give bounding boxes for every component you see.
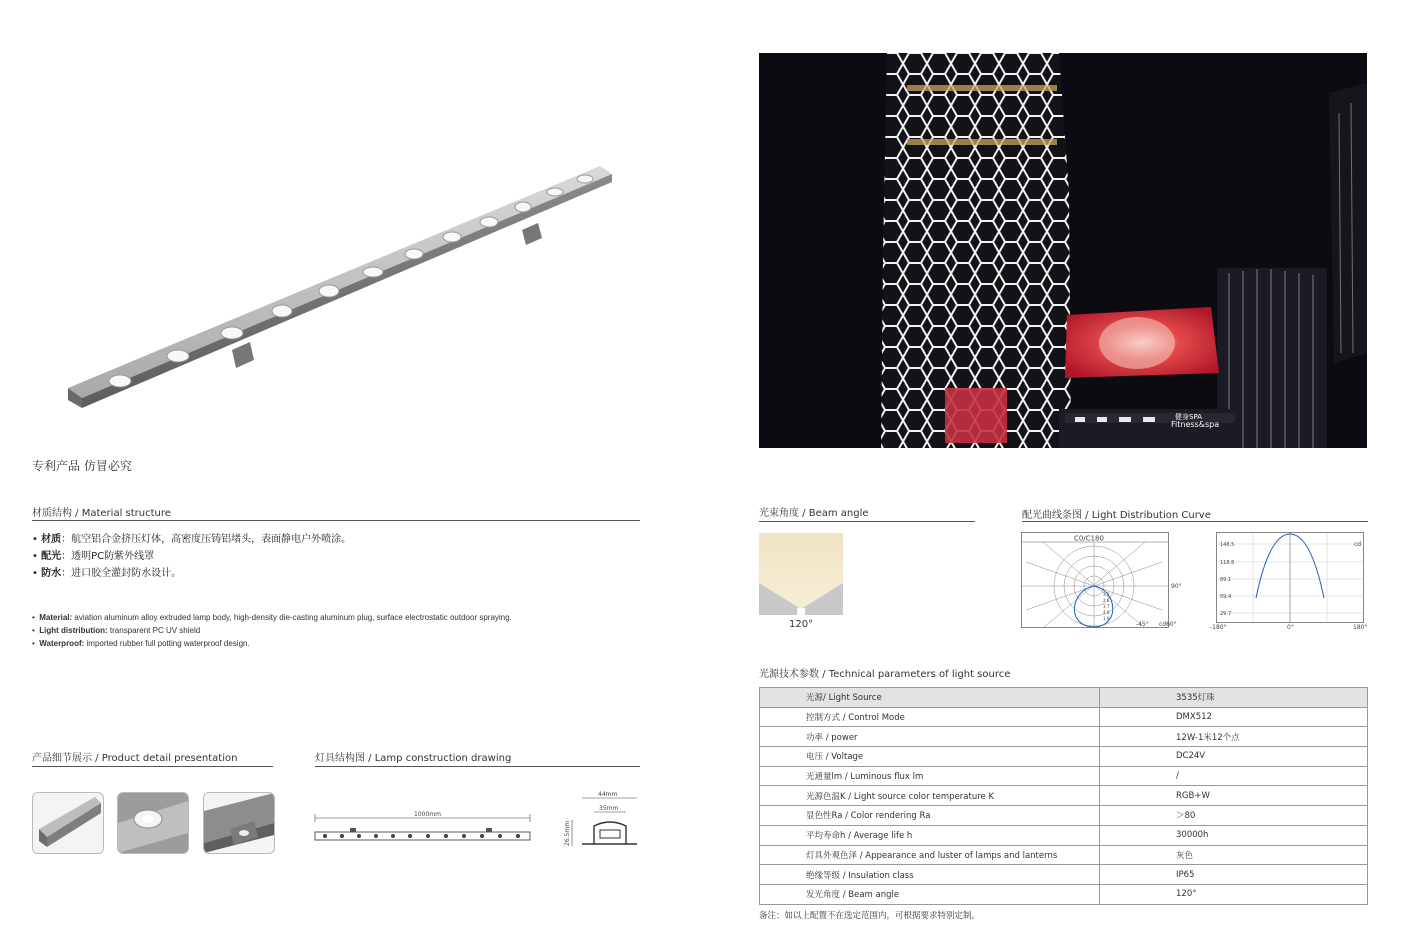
cart-unit: cd bbox=[1354, 541, 1362, 548]
param-name: 光通量lm / Luminous flux lm bbox=[760, 766, 1100, 786]
shop-sign: Fitness&spa bbox=[1171, 420, 1220, 429]
cart-y-tick: 59.4 bbox=[1220, 594, 1232, 600]
cart-x-tick: 180° bbox=[1353, 624, 1368, 631]
param-value: RGB+W bbox=[1100, 786, 1368, 806]
polar-ring-label: 3 7 bbox=[1103, 604, 1110, 609]
cart-y-tick: 118.8 bbox=[1220, 560, 1235, 566]
material-en-item: • Material: aviation aluminum alloy extruded lamp body, high-density die-casting aluminum plug, surface electrostatic outdoor spraying. bbox=[32, 613, 512, 622]
cart-x-tick: -180° bbox=[1210, 624, 1227, 631]
param-value: DMX512 bbox=[1100, 707, 1368, 727]
param-name: 发光角度 / Beam angle bbox=[760, 884, 1100, 904]
table-row bbox=[760, 884, 1368, 904]
param-name: 显色性Ra / Color rendering Ra bbox=[760, 806, 1100, 826]
polar-angle-minus45: -45° bbox=[1136, 621, 1149, 628]
table-row bbox=[760, 688, 1368, 708]
material-divider bbox=[32, 520, 640, 521]
material-structure-title: 材质结构 / Material structure bbox=[32, 508, 171, 519]
material-cn-item: • 材质：航空铝合金挤压灯体，高密度压铸铝堵头，表面静电户外喷涂。 bbox=[32, 534, 352, 545]
table-row bbox=[760, 747, 1368, 767]
table-row bbox=[760, 845, 1368, 865]
detail-thumb-endcap bbox=[32, 792, 104, 854]
drawing-divider bbox=[315, 766, 640, 767]
polar-plane-label: C0/C180 bbox=[1074, 534, 1104, 543]
params-title: 光源技术参数 / Technical parameters of light source bbox=[759, 669, 1011, 680]
product-detail-title: 产品细节展示 / Product detail presentation bbox=[32, 753, 238, 764]
param-value: 30000h bbox=[1100, 825, 1368, 845]
params-note: 备注：如以上配置不在选定范围内，可根据要求特别定制。 bbox=[759, 911, 981, 921]
param-value: 12W-1米12个点 bbox=[1100, 727, 1368, 747]
beam-angle-graphic bbox=[759, 533, 843, 615]
param-value: / bbox=[1100, 766, 1368, 786]
polar-ring-label: 3 5 bbox=[1103, 592, 1110, 597]
construction-drawing-title: 灯具结构图 / Lamp construction drawing bbox=[315, 753, 512, 764]
param-value: 灰色 bbox=[1100, 845, 1368, 865]
param-name: 功率 / power bbox=[760, 727, 1100, 747]
material-cn-item: • 配光：透明PC防紫外线罩 bbox=[32, 551, 155, 562]
table-row bbox=[760, 806, 1368, 826]
material-cn-item: • 防水：进口胶全灌封防水设计。 bbox=[32, 568, 182, 579]
param-name: 光源/ Light Source bbox=[760, 688, 1100, 708]
cart-y-tick: 89.1 bbox=[1220, 577, 1232, 583]
table-row bbox=[760, 865, 1368, 885]
table-row bbox=[760, 727, 1368, 747]
polar-distribution-chart bbox=[1021, 532, 1186, 630]
detail-thumb-bracket bbox=[203, 792, 275, 854]
table-row bbox=[760, 825, 1368, 845]
param-value: DC24V bbox=[1100, 747, 1368, 767]
material-en-item: • Waterproof: imported rubber full potting waterproof design. bbox=[32, 639, 250, 648]
inner-width-dimension: 35mm bbox=[599, 805, 619, 812]
beam-angle-value: 120° bbox=[789, 619, 814, 630]
beam-divider bbox=[759, 521, 975, 522]
param-name: 绝缘等级 / Insulation class bbox=[760, 865, 1100, 885]
cart-y-tick: 148.5 bbox=[1220, 542, 1235, 548]
light-distribution-title: 配光曲线条图 / Light Distribution Curve bbox=[1022, 510, 1211, 521]
night-building-photo bbox=[759, 53, 1367, 448]
param-value: IP65 bbox=[1100, 865, 1368, 885]
patent-note: 专利产品 仿冒必究 bbox=[32, 459, 132, 473]
beam-angle-title: 光束角度 / Beam angle bbox=[759, 508, 869, 519]
curve-divider bbox=[1022, 521, 1368, 522]
material-en-list bbox=[32, 611, 512, 650]
cart-y-tick: 29.7 bbox=[1220, 611, 1232, 617]
polar-ring-label: 1 9 bbox=[1103, 616, 1110, 621]
table-row bbox=[760, 766, 1368, 786]
material-en-item: • Light distribution: transparent PC UV shield bbox=[32, 626, 201, 635]
material-cn-list bbox=[32, 531, 351, 582]
param-name: 控制方式 / Control Mode bbox=[760, 707, 1100, 727]
param-value: 120° bbox=[1100, 884, 1368, 904]
param-name: 灯具外观色泽 / Appearance and luster of lamps and lanterns bbox=[760, 845, 1100, 865]
detail-thumb-led bbox=[117, 792, 189, 854]
param-value: ＞80 bbox=[1100, 806, 1368, 826]
detail-divider bbox=[32, 766, 273, 767]
table-row bbox=[760, 707, 1368, 727]
param-value: 3535灯珠 bbox=[1100, 688, 1368, 708]
polar-cd-label: cd60° bbox=[1159, 621, 1177, 628]
cartesian-distribution-chart bbox=[1208, 532, 1370, 632]
params-table bbox=[759, 687, 1368, 905]
param-name: 光源色温K / Light source color temperature K bbox=[760, 786, 1100, 806]
construction-drawing bbox=[310, 790, 645, 850]
param-name: 电压 / Voltage bbox=[760, 747, 1100, 767]
polar-ring-label: 2 6 bbox=[1103, 598, 1110, 603]
cart-x-tick: 0° bbox=[1287, 624, 1294, 631]
shop-sign-cn: 健身SPA bbox=[1175, 413, 1203, 421]
length-dimension: 1000mm bbox=[414, 811, 441, 818]
polar-ring-label: 4 8 bbox=[1103, 610, 1110, 615]
height-dimension: 26.5mm bbox=[564, 820, 571, 846]
outer-width-dimension: 44mm bbox=[598, 791, 618, 798]
product-render bbox=[60, 160, 620, 420]
table-row bbox=[760, 786, 1368, 806]
param-name: 平均寿命h / Average life h bbox=[760, 825, 1100, 845]
polar-angle-90: 90° bbox=[1171, 583, 1182, 590]
